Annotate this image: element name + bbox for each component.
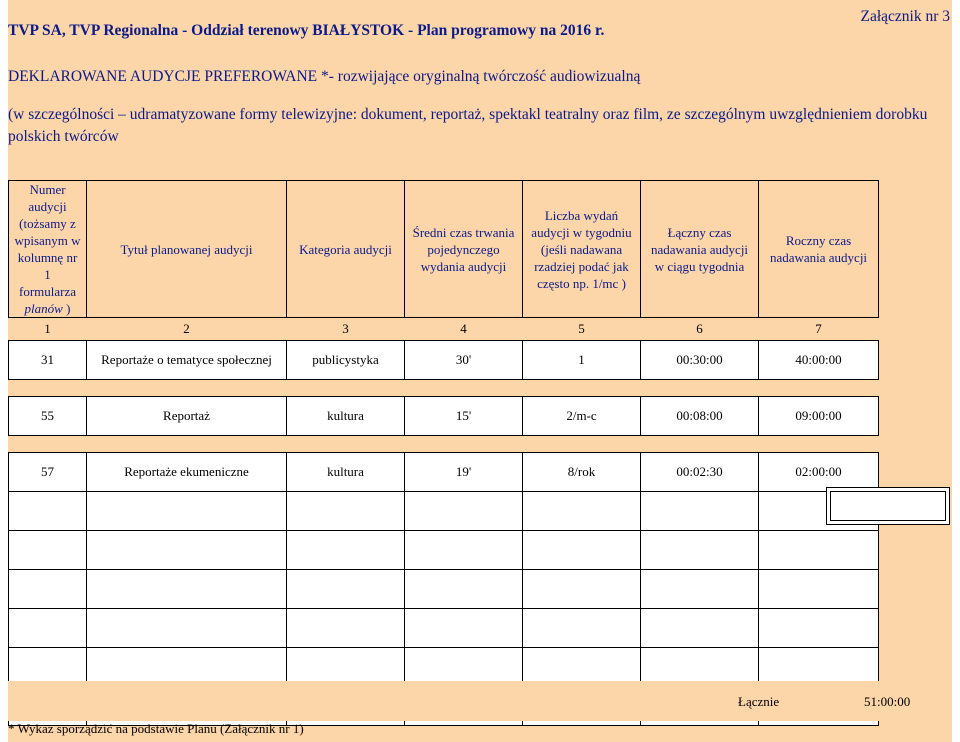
column-number-row [9, 318, 879, 341]
cell-title[interactable]: Reportaż [87, 397, 287, 436]
cell-title[interactable]: Reportaże ekumeniczne [87, 453, 287, 492]
empty-cell[interactable] [523, 492, 641, 531]
cell-category[interactable]: kultura [287, 397, 405, 436]
selected-cell-box[interactable] [826, 487, 950, 525]
empty-cell[interactable] [641, 609, 759, 648]
summary-value[interactable]: 51:00:00 [864, 694, 911, 709]
empty-cell[interactable] [405, 570, 523, 609]
empty-cell[interactable] [287, 609, 405, 648]
cell-per-week[interactable]: 8/rok [523, 453, 641, 492]
table-row [9, 397, 879, 436]
empty-cell[interactable] [9, 531, 87, 570]
column-header-title: Tytuł planowanej audycji [87, 181, 287, 318]
empty-cell[interactable] [9, 570, 87, 609]
programme-table [8, 180, 879, 726]
empty-cell[interactable] [523, 609, 641, 648]
attachment-label: Załącznik nr 3 [860, 8, 950, 25]
column-number: 7 [759, 318, 879, 341]
empty-cell[interactable] [641, 531, 759, 570]
summary-area [8, 681, 952, 721]
column-number: 6 [641, 318, 759, 341]
empty-cell[interactable] [759, 531, 879, 570]
empty-cell[interactable] [287, 570, 405, 609]
empty-cell[interactable] [641, 570, 759, 609]
empty-row [9, 609, 879, 648]
selected-cell-inner [830, 491, 946, 521]
column-number: 1 [9, 318, 87, 341]
column-number: 3 [287, 318, 405, 341]
empty-cell[interactable] [759, 570, 879, 609]
empty-cell[interactable] [87, 492, 287, 531]
empty-cell[interactable] [287, 492, 405, 531]
document-title: TVP SA, TVP Regionalna - Oddział terenowy BIAŁYSTOK - Plan programowy na 2016 r. [8, 22, 605, 39]
cell-avg-duration[interactable]: 30' [405, 341, 523, 380]
empty-cell[interactable] [405, 492, 523, 531]
cell-avg-duration[interactable]: 19' [405, 453, 523, 492]
empty-row [9, 570, 879, 609]
empty-row [9, 492, 879, 531]
cell-category[interactable]: kultura [287, 453, 405, 492]
empty-cell[interactable] [87, 531, 287, 570]
summary-label: Łącznie [738, 694, 780, 709]
column-number: 2 [87, 318, 287, 341]
cell-weekly-total[interactable]: 00:02:30 [641, 453, 759, 492]
empty-row [9, 531, 879, 570]
cell-weekly-total[interactable]: 00:30:00 [641, 341, 759, 380]
table-row [9, 341, 879, 380]
cell-nr[interactable]: 31 [9, 341, 87, 380]
table-header-row [9, 181, 879, 318]
footnote: * Wykaz sporządzić na podstawie Planu (Załącznik nr 1) [8, 721, 304, 736]
empty-cell[interactable] [405, 609, 523, 648]
empty-cell[interactable] [641, 492, 759, 531]
cell-yearly-total[interactable]: 02:00:00 [759, 453, 879, 492]
empty-cell[interactable] [87, 570, 287, 609]
column-header-weekly-total: Łączny czas nadawania audycji w ciągu tygodnia [641, 181, 759, 318]
column-number: 4 [405, 318, 523, 341]
empty-cell[interactable] [9, 609, 87, 648]
cell-per-week[interactable]: 2/m-c [523, 397, 641, 436]
cell-category[interactable]: publicystyka [287, 341, 405, 380]
cell-yearly-total[interactable]: 40:00:00 [759, 341, 879, 380]
column-header-category: Kategoria audycji [287, 181, 405, 318]
cell-weekly-total[interactable]: 00:08:00 [641, 397, 759, 436]
empty-cell[interactable] [523, 531, 641, 570]
empty-cell[interactable] [9, 492, 87, 531]
empty-cell[interactable] [523, 570, 641, 609]
cell-title[interactable]: Reportaże o tematyce społecznej [87, 341, 287, 380]
column-header-avg-duration: Średni czas trwania pojedynczego wydania audycji [405, 181, 523, 318]
section-description: (w szczególności – udramatyzowane formy telewizyjne: dokument, reportaż, spektakl teatralny oraz film, ze szczególnym uwzględnieniem dorobku polskich twórców [8, 106, 928, 145]
empty-cell[interactable] [759, 609, 879, 648]
column-number: 5 [523, 318, 641, 341]
cell-nr[interactable]: 57 [9, 453, 87, 492]
row-gap [9, 380, 879, 397]
cell-yearly-total[interactable]: 09:00:00 [759, 397, 879, 436]
row-gap [9, 436, 879, 453]
empty-cell[interactable] [405, 531, 523, 570]
empty-cell[interactable] [87, 609, 287, 648]
cell-nr[interactable]: 55 [9, 397, 87, 436]
cell-per-week[interactable]: 1 [523, 341, 641, 380]
column-header-number: Numer audycji (tożsamy z wpisanym w kolumnę nr 1 formularza planów ) [9, 181, 87, 318]
cell-avg-duration[interactable]: 15' [405, 397, 523, 436]
column-header-per-week: Liczba wydań audycji w tygodniu (jeśli nadawana rzadziej podać jak często np. 1/mc ) [523, 181, 641, 318]
section-title: DEKLAROWANE AUDYCJE PREFEROWANE *- rozwijające oryginalną twórczość audiowizualną [8, 68, 641, 85]
table-row [9, 453, 879, 492]
empty-cell[interactable] [287, 531, 405, 570]
column-header-yearly-total: Roczny czas nadawania audycji [759, 181, 879, 318]
